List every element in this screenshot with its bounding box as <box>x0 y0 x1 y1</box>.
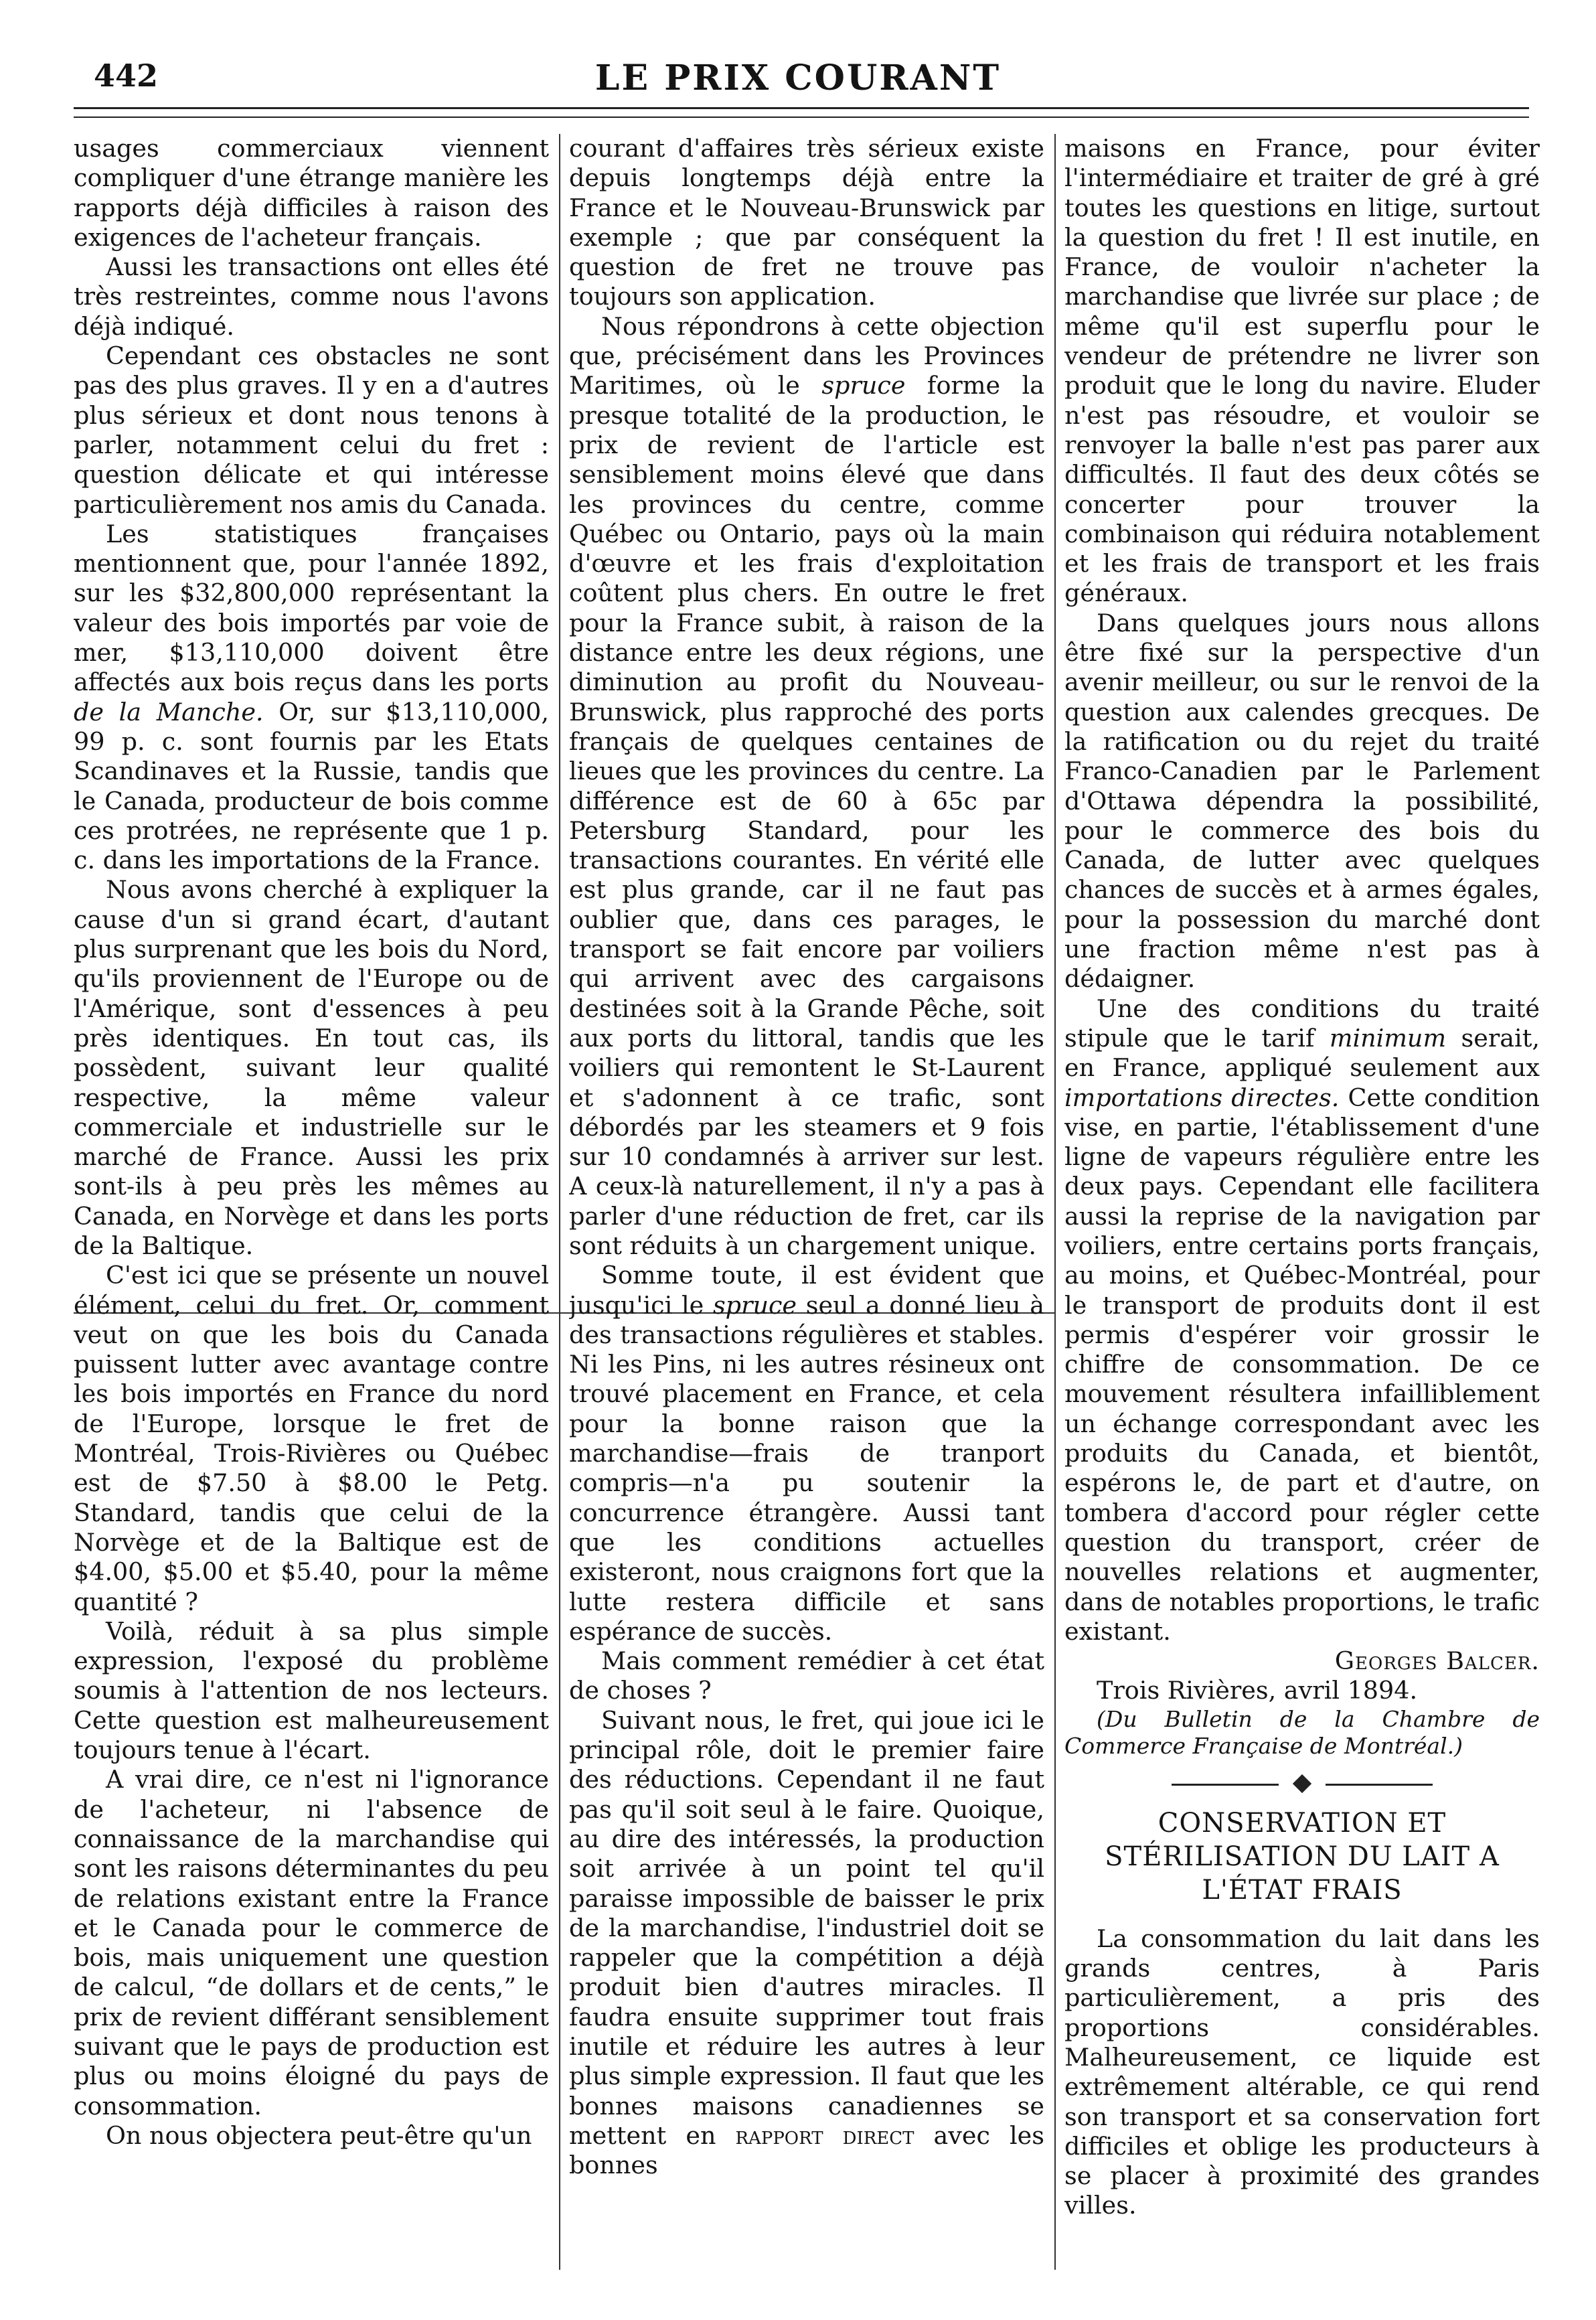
paragraph-text: Une des conditions du traité stipule que le tarif <box>1064 994 1540 1053</box>
paragraph-text: Cette condition vise, en partie, l'établissement d'une ligne de vapeurs régulière entre les deux pays. Cependant elle facilitera aussi la reprise de la navigation par voiliers, entre certains ports français, au moins, et Québec-Montréal, pour le transport de produits dont il est permis d'espérer voir grossir le chiffre de consommation. De ce mouvement résultera infailliblement un échange correspondant avec les produits du Canada, et bientôt, espérons le, de part et d'autre, on tombera d'accord pour régler cette question du transport, créer de nouvelles relations et augmenter, dans de notables proportions, le trafic existant. <box>1064 1083 1540 1646</box>
paragraph <box>569 1261 1044 1646</box>
page-number: 442 <box>94 58 159 94</box>
source-note: (Du Bulletin de la Chambre de Commerce Française de Montréal.) <box>1064 1705 1540 1759</box>
column-divider-2 <box>1054 134 1056 2270</box>
paragraph-text: seul a donné lieu à des transactions régulières et stables. Ni les Pins, ni les autres résineux ont trouvé placement en France, et cela pour la bonne raison que la marchandise—frais de tranport compris—n'a pu soutenir la concurrence étrangère. Aussi tant que les conditions actuelles existeront, nous craignons fort que la lutte restera difficile et sans espérance de succès. <box>569 1290 1044 1646</box>
paragraph: Aussi les transactions ont elles été très restreintes, comme nous l'avons déjà indiqué. <box>74 252 549 341</box>
paragraph-text: avec les bonnes <box>569 2120 1044 2180</box>
paragraph-text: forme la presque totalité de la production, le prix de revient de l'article est sensiblement moins élevé que dans les provinces du centre, comme Québec ou Ontario, pays où la main d'œuvre et les frais d'exploitation coûtent plus chers. En outre le fret pour la France subit, à raison de la distance entre les deux régions, une diminution au profit du Nouveau-Brunswick, plus rapproché des ports français de quelques centaines de lieues que les provinces du centre. La différence est de 60 à 65c par Petersburg Standard, pour les transactions courantes. En vérité elle est plus grande, car il ne faut pas oublier que, dans ces parages, le transport se fait encore par voiliers qui arrivent avec des cargaisons destinées soit à la Grande Pêche, soit aux ports du littoral, tandis que les voiliers qui remontent le St-Laurent et s'adonnent à ce trafic, sont débordés par les steamers et 9 fois sur 10 condamnés à arriver sur lest. A ceux-là naturellement, il n'y a pas à parler d'une réduction de fret, car ils sont réduits à un chargement unique. <box>569 371 1044 1260</box>
diamond-ornament-icon <box>1293 1774 1311 1793</box>
page-header <box>74 54 1522 107</box>
paragraph-text: Suivant nous, le fret, qui joue ici le principal rôle, doit le premier faire des réductions. Cependant il ne faut pas qu'il soit seul à le faire. Quoique, au dire des intéressés, la production soit arrivée à un point tel qu'il paraisse impossible de baisser le prix de la marchandise, l'industriel doit se rappeler que la compétition a déjà produit bien d'autres miracles. Il faudra ensuite supprimer tout frais inutile et réduire les autres à leur plus simple expression. Il faut que les bonnes maisons canadiennes se mettent en <box>569 1705 1044 2150</box>
column-2 <box>569 134 1044 2276</box>
signature-place-date: Trois Rivières, avril 1894. <box>1097 1676 1418 1705</box>
italic-text: importations directes. <box>1064 1083 1340 1112</box>
column-divider-1 <box>559 134 560 2270</box>
paragraph: C'est ici que se présente un nouvel élément, celui du fret. Or, comment veut on que les bois du Canada puissent lutter avec avantage contre les bois importés en France du nord de l'Europe, lorsque le fret de Montréal, Trois-Rivières ou Québec est de $7.50 à $8.00 le Petg. Standard, tandis que celui de la Norvège et de la Baltique est de $4.00, $5.00 et $5.40, pour la même quantité ? <box>74 1261 549 1616</box>
paragraph-text: serait, en France, appliqué seulement aux <box>1064 1023 1540 1083</box>
paragraph: usages commerciaux viennent compliquer d'une étrange manière les rapports déjà difficiles à raison des exigences de l'acheteur français. <box>74 134 549 252</box>
header-rule-bottom <box>74 117 1529 118</box>
paragraph-text: Les statistiques françaises mentionnent que, pour l'année 1892, sur les $32,800,000 représentant la valeur des bois importés par voie de mer, $13,110,000 doivent être affectés aux bois reçus dans les ports <box>74 519 549 697</box>
paragraph <box>569 1706 1044 2181</box>
italic-text: minimum <box>1329 1023 1447 1053</box>
paragraph <box>1064 994 1540 1647</box>
running-title: LE PRIX COURANT <box>594 58 1002 98</box>
paragraph <box>569 312 1044 1261</box>
column-3 <box>1064 134 1540 2276</box>
article-columns <box>74 134 1540 2276</box>
italic-text: de la Manche. <box>74 697 264 726</box>
paragraph-text: Nous répondrons à cette objection que, précisément dans les Provinces Maritimes, où le <box>569 311 1044 400</box>
column-1 <box>74 134 549 2276</box>
ornament-bar-right <box>1326 1784 1433 1786</box>
paragraph: Mais comment remédier à cet état de choses ? <box>569 1646 1044 1705</box>
section-divider-ornament <box>1064 1774 1540 1794</box>
ornament-bar-left <box>1172 1784 1279 1786</box>
paragraph: Cependant ces obstacles ne sont pas des plus graves. Il y en a d'autres plus sérieux et dont nous tenons à parler, notamment celui du fret : question délicate et qui intéresse particulièrement nos amis du Canada. <box>74 341 549 519</box>
paragraph: A vrai dire, ce n'est ni l'ignorance de l'acheteur, ni l'absence de connaissance de la marchandise qui sont les raisons déterminantes du peu de relations existant entre la France et le Canada pour le commerce de bois, mais uniquement une question de calcul, “de dollars et de cents,” le prix de revient différant sensiblement suivant que le pays de production est plus ou moins éloigné du pays de consommation. <box>74 1765 549 2120</box>
paragraph: Dans quelques jours nous allons être fixé sur la perspective d'un avenir meilleur, ou sur le renvoi de la question aux calendes grecques. De la ratification ou du rejet du traité Franco-Canadien par le Parlement d'Ottawa dépendra la possibilité, pour le commerce des bois du Canada, de lutter avec quelques chances de succès et à armes égales, pour la possession du marché dont une fraction même n'est pas à dédaigner. <box>1064 608 1540 994</box>
paragraph-text: Or, sur $13,110,000, 99 p. c. sont fournis par les Etats Scandinaves et la Russie, tandis que le Canada, producteur de bois comme ces protrées, ne représente que 1 p. c. dans les importations de la France. <box>74 697 549 875</box>
section-heading: CONSERVATION ET STÉRILISATION DU LAIT A L'ÉTAT FRAIS <box>1105 1807 1500 1906</box>
author-signature: Georges Balcer. <box>1334 1646 1540 1676</box>
paragraph: courant d'affaires très sérieux existe depuis longtemps déjà entre la France et le Nouveau-Brunswick par exemple ; que par conséquent la question de fret ne trouve pas toujours son application. <box>569 134 1044 311</box>
smallcaps-text: rapport direct <box>735 2120 914 2150</box>
paragraph-text: Somme toute, il est évident que jusqu'ici le <box>569 1261 1044 1320</box>
italic-text: spruce <box>821 371 906 400</box>
paragraph: On nous objectera peut-être qu'un <box>106 2120 532 2150</box>
paragraph: Voilà, réduit à sa plus simple expression, l'exposé du problème soumis à l'attention de nos lecteurs. Cette question est malheureusement toujours tenue à l'écart. <box>74 1616 549 1765</box>
paragraph <box>74 520 549 876</box>
paragraph: La consommation du lait dans les grands centres, à Paris particulièrement, a pris des proportions considérables. Malheureusement, ce liquide est extrêmement altérable, ce qui rend son transport et sa conservation fort difficiles et oblige les producteurs à se placer à proximité des grandes villes. <box>1064 1924 1540 2220</box>
header-rule-top <box>74 107 1529 109</box>
paragraph: Nous avons cherché à expliquer la cause d'un si grand écart, d'autant plus surprenant que les bois du Nord, qu'ils proviennent de l'Europe ou de l'Amérique, sont d'essences à peu près identiques. En tout cas, ils possèdent, suivant leur qualité respective, la même valeur commerciale et industrielle sur le marché de France. Aussi les prix sont-ils à peu près les mêmes au Canada, en Norvège et dans les ports de la Baltique. <box>74 875 549 1260</box>
italic-text: spruce <box>712 1290 797 1320</box>
paragraph: maisons en France, pour éviter l'intermédiaire et traiter de gré à gré toutes les questions en litige, surtout la question du fret ! Il est inutile, en France, de vouloir n'acheter la marchandise que livrée sur place ; de même qu'il est superflu pour le vendeur de prétendre ne livrer son produit que le long du navire. Eluder n'est pas résoudre, et vouloir se renvoyer la balle n'est pas parer aux difficultés. Il faut des deux côtés se concerter pour trouver la combinaison qui réduira notablement et les frais de transport et les frais généraux. <box>1064 134 1540 608</box>
